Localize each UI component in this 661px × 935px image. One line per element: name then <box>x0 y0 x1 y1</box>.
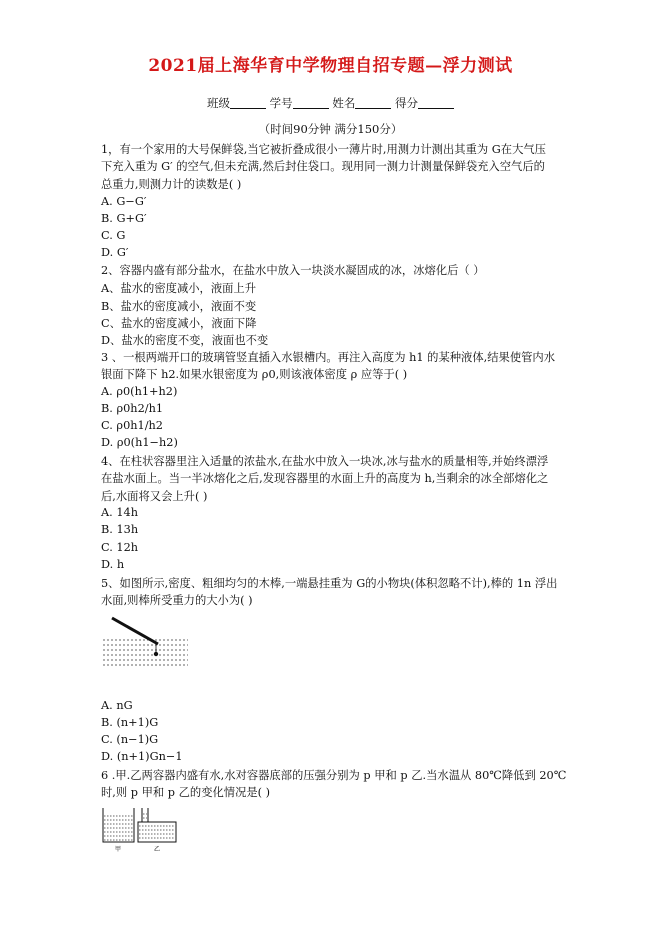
question-2 <box>101 262 571 279</box>
question-6-line: 6 .甲.乙两容器内盛有水,水对容器底部的压强分别为 p 甲和 p 乙.当水温从 80℃降低到 20℃ <box>101 769 567 782</box>
q4-option-d: D. h <box>101 558 125 571</box>
name-label: 姓名 <box>332 96 356 110</box>
question-4-line: 4、在柱状容器里注入适量的浓盐水,在盐水中放入一块冰,冰与盐水的质量相等,并始终漂浮 <box>101 455 549 468</box>
class-blank[interactable] <box>230 96 266 109</box>
question-3-line: 银面下降下 h2.如果水银密度为 ρ0,则该液体密度 ρ 应等于( ) <box>101 368 408 382</box>
question-5 <box>101 575 571 610</box>
q2-option-b: B、盐水的密度减小，液面不变 <box>101 300 257 313</box>
id-label: 学号 <box>269 96 293 110</box>
q1-option-b: B. G+G′ <box>101 212 147 225</box>
question-3 <box>101 349 571 384</box>
time-note: （时间90分钟 满分150分） <box>258 122 403 136</box>
question-1-line: 下充入重为 G′ 的空气,但未充满,然后封住袋口。现用同一测力计测量保鲜袋充入空气后的 <box>101 160 545 174</box>
question-5-line: 水面,则棒所受重力的大小为( ) <box>101 594 253 608</box>
small-block <box>154 652 158 656</box>
q2-option-c: C、盐水的密度减小，液面下降 <box>101 317 257 330</box>
q3-option-a: A. ρ0(h1+h2) <box>101 385 178 398</box>
q5-option-d: D. (n+1)Gn−1 <box>101 750 183 763</box>
id-blank[interactable] <box>293 96 329 109</box>
stick-in-water-figure <box>100 612 190 670</box>
two-containers-figure <box>100 804 186 852</box>
q1-option-d: D. G′ <box>101 246 129 259</box>
container-jia <box>103 808 134 842</box>
q1-option-c: C. G <box>101 229 126 242</box>
question-3-line: 3 、一根两端开口的玻璃管竖直插入水银槽内。再注入高度为 h1 的某种液体,结果使管内水 <box>101 351 556 364</box>
water-hatching <box>103 640 188 665</box>
question-4-line: 在盐水面上。当一半冰熔化之后,发现容器里的水面上升的高度为 h,当剩余的冰全部熔化之 <box>101 472 549 486</box>
class-label: 班级 <box>207 96 231 110</box>
q5-option-a: A. nG <box>101 699 133 712</box>
question-2-line: 2、容器内盛有部分盐水，在盐水中放入一块淡水凝固成的冰，冰熔化后（ ） <box>101 264 485 277</box>
label-yi: 乙 <box>153 846 161 852</box>
q4-option-a: A. 14h <box>101 506 138 519</box>
q2-option-a: A、盐水的密度减小，液面上升 <box>101 282 257 295</box>
q3-option-b: B. ρ0h2/h1 <box>101 402 164 415</box>
label-jia: 甲 <box>114 846 122 852</box>
question-6-line: 时,则 p 甲和 p 乙的变化情况是( ) <box>101 786 271 800</box>
q3-option-c: C. ρ0h1/h2 <box>101 419 163 432</box>
question-1-line: 总重力,则测力计的读数是( ) <box>101 177 242 191</box>
q5-option-c: C. (n−1)G <box>101 733 159 746</box>
question-6 <box>101 767 571 802</box>
container-yi <box>138 808 176 842</box>
page-title: 2021届上海华育中学物理自招专题—浮力测试 <box>148 56 513 76</box>
question-1 <box>101 141 571 193</box>
score-label: 得分 <box>394 96 418 110</box>
q1-option-a: A. G−G′ <box>101 195 147 208</box>
question-1-line: 1，有一个家用的大号保鲜袋,当它被折叠成很小一薄片时,用测力计测出其重为 G在大气压 <box>101 143 546 156</box>
score-blank[interactable] <box>418 96 454 109</box>
q5-option-b: B. (n+1)G <box>101 716 159 729</box>
question-4 <box>101 453 571 505</box>
q3-option-d: D. ρ0(h1−h2) <box>101 436 178 449</box>
q4-option-c: C. 12h <box>101 541 139 554</box>
name-blank[interactable] <box>355 96 391 109</box>
question-5-line: 5、如图所示,密度、粗细均匀的木棒,一端悬挂重为 G的小物块(体积忽略不计),棒的 1n 浮出 <box>101 577 558 590</box>
question-4-line: 后,水面将又会上升( ) <box>101 489 208 503</box>
student-info-row <box>0 95 661 111</box>
q4-option-b: B. 13h <box>101 523 139 536</box>
q2-option-d: D、盐水的密度不变，液面也不变 <box>101 334 269 347</box>
